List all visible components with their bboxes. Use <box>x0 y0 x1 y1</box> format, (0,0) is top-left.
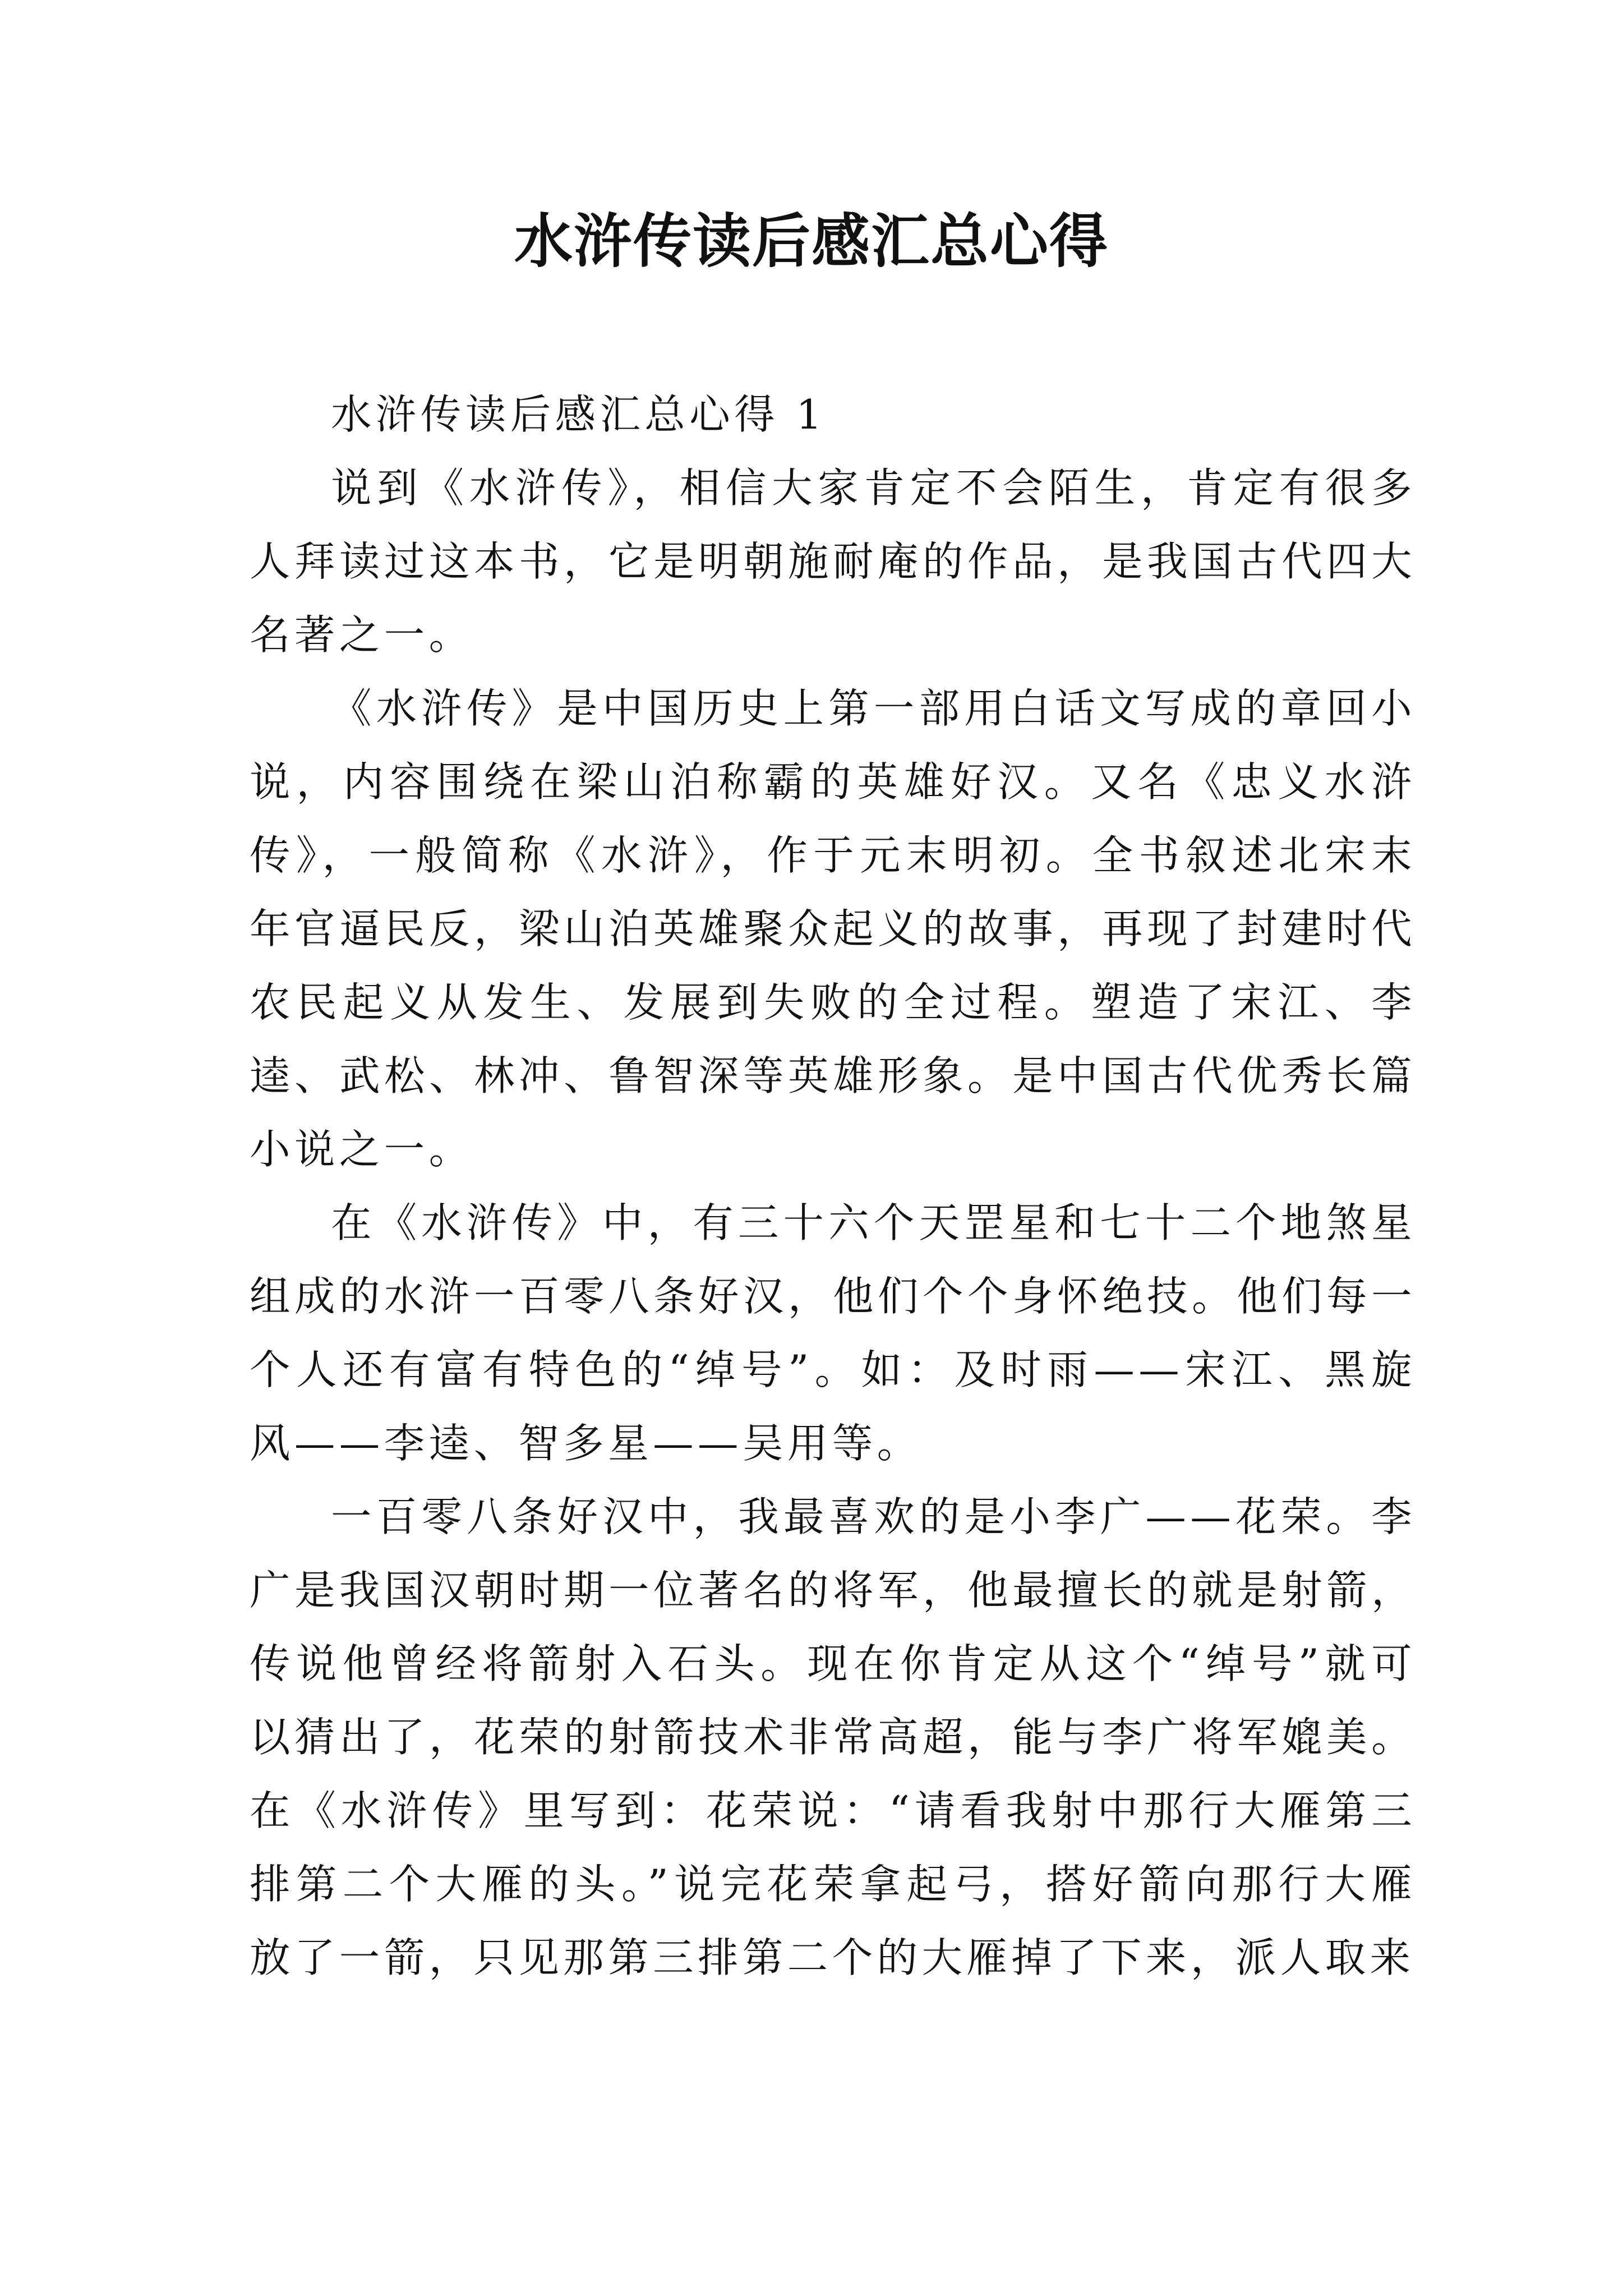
document-body <box>250 379 1416 1995</box>
document-title: 水浒传读后感汇总心得 <box>514 206 1109 275</box>
paragraph-about-novel: 《水浒传》是中国历史上第一部用白话文写成的章回小说，内容围绕在梁山泊称霸的英雄好汉。又名《忠义水浒传》，一般简称《水浒》，作于元末明初。全书叙述北宋末年官逼民反，梁山泊英雄聚众起义的故事，再现了封建时代农民起义从发生、发展到失败的全过程。塑造了宋江、李逵、武松、林冲、鲁智深等英雄形象。是中国古代优秀长篇小说之一。 <box>250 685 1416 1174</box>
paragraph-intro: 说到《水浒传》，相信大家肯定不会陌生，肯定有很多人拜读过这本书，它是明朝施耐庵的作品，是我国古代四大名著之一。 <box>250 465 1416 659</box>
section-heading: 水浒传读后感汇总心得 1 <box>331 392 826 439</box>
paragraph-hua-rong: 一百零八条好汉中，我最喜欢的是小李广——花荣。李广是我国汉朝时期一位著名的将军，他最擅长的就是射箭，传说他曾经将箭射入石头。现在你肯定从这个“绰号”就可以猜出了，花荣的射箭技术非常高超，能与李广将军媲美。在《水浒传》里写到：花荣说：“请看我射中那行大雁第三排第二个大雁的头。”说完花荣拿起弓，搭好箭向那行大雁放了一箭，只见那第三排第二个的大雁掉了下来，派人取来 <box>250 1494 1416 1982</box>
paragraph-heroes: 在《水浒传》中，有三十六个天罡星和七十二个地煞星组成的水浒一百零八条好汉，他们个个身怀绝技。他们每一个人还有富有特色的“绰号”。如：及时雨——宋江、黑旋风——李逵、智多星——吴用等。 <box>250 1200 1416 1467</box>
